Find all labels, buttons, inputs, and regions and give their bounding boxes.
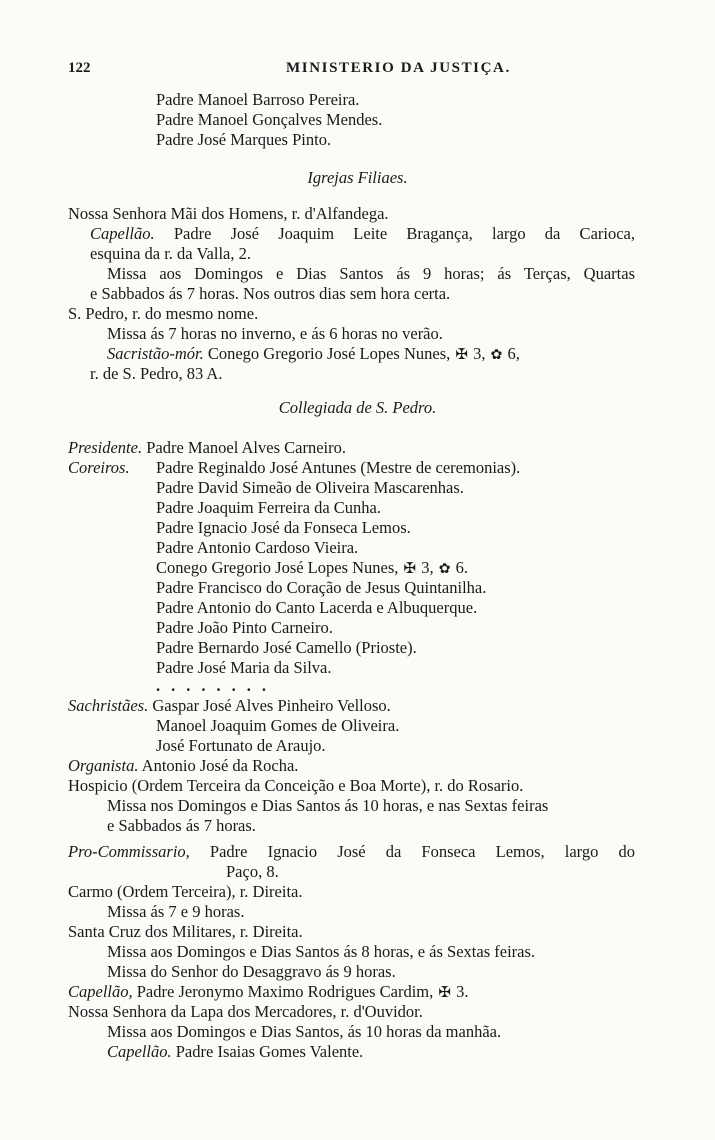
text-line: Carmo (Ordem Terceira), r. Direita. (68, 882, 303, 901)
text-line: Nossa Senhora da Lapa dos Mercadores, r. d'Ouvidor. (68, 1002, 423, 1021)
text-line: Manoel Joaquim Gomes de Oliveira. (156, 716, 400, 735)
text-line: Nossa Senhora Mãi dos Homens, r. d'Alfandega. (68, 204, 389, 223)
role-label (68, 458, 130, 478)
text-line: Padre Francisco do Coração de Jesus Quintanilha. (156, 578, 487, 597)
text-line: Missa aos Domingos e Dias Santos, ás 10 horas da manhãa. (107, 1022, 502, 1041)
section-heading (0, 168, 715, 188)
cross-icon: ✠ (455, 347, 468, 363)
text-line (90, 224, 635, 244)
text-span: Padre Manoel Alves Carneiro. (142, 438, 346, 457)
text-line: Padre David Simeão de Oliveira Mascarenhas. (156, 478, 464, 497)
role-label: Sachristães. (68, 696, 149, 715)
section-heading (0, 398, 715, 418)
text-line: Paço, 8. (226, 862, 279, 881)
running-title: MINISTERIO DA JUSTIÇA. (286, 60, 511, 76)
text-line: Santa Cruz dos Militares, r. Direita. (68, 922, 303, 941)
text-line (107, 344, 520, 366)
text-line: Missa nos Domingos e Dias Santos ás 10 horas, e nas Sextas feiras (107, 796, 549, 815)
page-header (68, 60, 648, 82)
text-span: 3. (451, 982, 469, 1001)
text-span: 6. (451, 558, 468, 577)
text-span: Gaspar José Alves Pinheiro Velloso. (148, 696, 391, 715)
text-line: José Fortunato de Araujo. (156, 736, 326, 755)
text-line: Padre Manoel Barroso Pereira. (156, 90, 360, 109)
text-line: Padre Joaquim Ferreira da Cunha. (156, 498, 381, 517)
text-line (68, 756, 298, 776)
text-line (156, 558, 468, 580)
page-number: 122 (68, 60, 91, 76)
text-line: r. de S. Pedro, 83 A. (90, 364, 223, 383)
role-label: Pro-Commissario, (68, 842, 190, 861)
text-span: Padre Ignacio José da Fonseca Lemos, largo do (189, 842, 635, 861)
role-label-text: Coreiros. (68, 458, 130, 477)
text-line: Padre Antonio Cardoso Vieira. (156, 538, 359, 557)
text-line (68, 438, 346, 458)
text-line: Padre Bernardo José Camello (Prioste). (156, 638, 417, 657)
text-line: Padre José Maria da Silva. (156, 658, 332, 677)
role-label: Capellão. (90, 224, 155, 243)
text-span: 3, (417, 558, 434, 577)
section-heading-text: Igrejas Filiaes. (307, 168, 408, 187)
text-line: Padre Reginaldo José Antunes (Mestre de ceremonias). (156, 458, 521, 477)
text-line: Missa ás 7 e 9 horas. (107, 902, 245, 921)
text-span: Conego Gregorio José Lopes Nunes, (203, 344, 451, 363)
dot-leader: ........ (156, 676, 277, 695)
text-line (68, 842, 635, 862)
text-line: Padre Manoel Gonçalves Mendes. (156, 110, 383, 129)
text-line: Padre Ignacio José da Fonseca Lemos. (156, 518, 411, 537)
cross-icon: ✠ (403, 561, 417, 577)
text-line: S. Pedro, r. do mesmo nome. (68, 304, 259, 323)
rose-icon: ✿ (438, 562, 451, 577)
text-line: Padre José Marques Pinto. (156, 130, 332, 149)
text-line: e Sabbados ás 7 horas. Nos outros dias sem hora certa. (90, 284, 451, 303)
text-span: 6, (503, 344, 520, 363)
role-label: Presidente. (68, 438, 143, 457)
role-label: Capellão, (68, 982, 133, 1001)
role-label: Capellão. (107, 1042, 172, 1061)
text-line: Padre Antonio do Canto Lacerda e Albuquerque. (156, 598, 478, 617)
text-span: Padre Isaias Gomes Valente. (171, 1042, 364, 1061)
text-span: Padre Jeronymo Maximo Rodrigues Cardim, (132, 982, 434, 1001)
text-line: Missa aos Domingos e Dias Santos ás 8 horas, e ás Sextas feiras. (107, 942, 536, 961)
section-heading-text: Collegiada de S. Pedro. (278, 398, 437, 417)
text-line (68, 982, 468, 1003)
text-line (68, 696, 391, 716)
text-line: esquina da r. da Valla, 2. (90, 244, 251, 263)
role-label: Sacristão-mór. (107, 344, 204, 363)
text-line: e Sabbados ás 7 horas. (107, 816, 256, 835)
text-span: 3, (468, 344, 486, 363)
text-span: Antonio José da Rocha. (138, 756, 299, 775)
text-line: Padre João Pinto Carneiro. (156, 618, 333, 637)
role-label: Organista. (68, 756, 139, 775)
rose-icon: ✿ (490, 348, 503, 363)
text-span: Conego Gregorio José Lopes Nunes, (156, 558, 399, 577)
text-span: Padre José Joaquim Leite Bragança, largo da Carioca, (154, 224, 635, 243)
text-line: Missa aos Domingos e Dias Santos ás 9 horas; ás Terças, Quartas (107, 264, 635, 283)
cross-icon: ✠ (438, 985, 451, 1001)
text-line: Hospicio (Ordem Terceira da Conceição e Boa Morte), r. do Rosario. (68, 776, 524, 795)
text-line: Missa do Senhor do Desaggravo ás 9 horas. (107, 962, 396, 981)
text-line (107, 1042, 363, 1062)
text-line: Missa ás 7 horas no inverno, e ás 6 horas no verão. (107, 324, 443, 343)
